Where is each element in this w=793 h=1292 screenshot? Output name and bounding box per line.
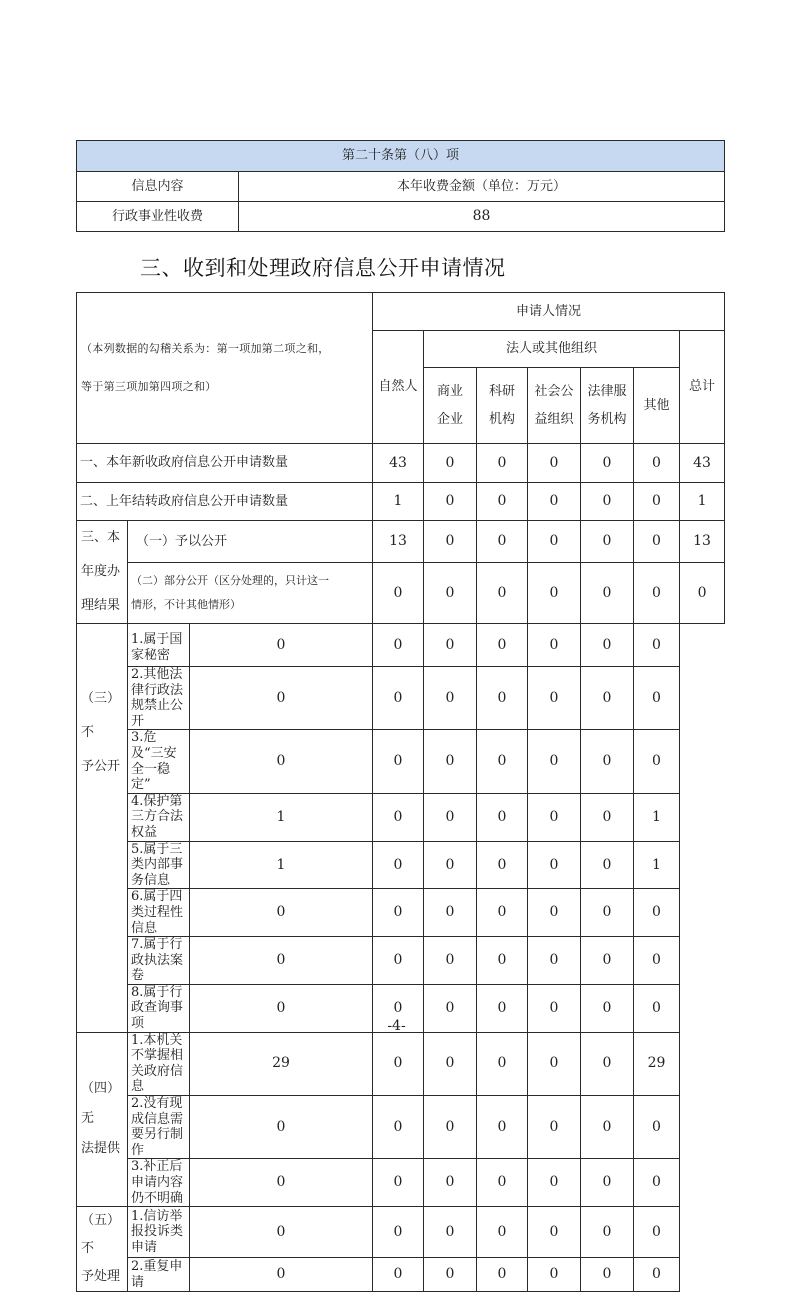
cell: 0: [581, 984, 634, 1032]
cell: 0: [424, 1257, 477, 1291]
cell: 0: [190, 1257, 373, 1291]
cell: 0: [477, 841, 528, 889]
col-other: 其他: [634, 368, 680, 444]
cell: 0: [528, 1207, 581, 1258]
cell: 0: [581, 483, 634, 521]
cell: 0: [634, 730, 680, 793]
cell: 0: [190, 624, 373, 667]
table-row: [77, 521, 725, 563]
cell: 13: [373, 521, 424, 563]
cell: 0: [424, 1032, 477, 1095]
row-label: 2.没有现成信息需要另行制作: [128, 1096, 190, 1159]
cell: 0: [477, 444, 528, 483]
row-label: 3.补正后申请内容仍不明确: [128, 1159, 190, 1207]
note-line-2: 等于第三项加第四项之和）: [81, 380, 217, 393]
cell: 0: [581, 1032, 634, 1095]
cell: 0: [581, 1207, 634, 1258]
cell: 0: [424, 1159, 477, 1207]
cell: 0: [634, 521, 680, 563]
noprocess-group-label: [77, 1207, 128, 1292]
cell: 0: [373, 793, 424, 841]
cell: 0: [528, 984, 581, 1032]
row-label: 二、上年结转政府信息公开申请数量: [77, 483, 373, 521]
col-business-l1: 商业: [437, 383, 464, 399]
cell: 0: [477, 624, 528, 667]
cell: 0: [477, 730, 528, 793]
cell: 0: [581, 521, 634, 563]
table-row: [77, 483, 725, 521]
cell: 0: [424, 937, 477, 985]
row-label: [128, 562, 373, 623]
cell: 0: [373, 1159, 424, 1207]
cell: 0: [634, 1096, 680, 1159]
section3-l3: 理结果: [81, 598, 121, 613]
cell: 0: [581, 841, 634, 889]
table-row: [77, 667, 725, 730]
cell: 0: [581, 730, 634, 793]
cell: 0: [634, 1159, 680, 1207]
cell: 0: [477, 1257, 528, 1291]
col-research: [477, 368, 528, 444]
cell: 0: [528, 889, 581, 937]
cell: 0: [528, 1096, 581, 1159]
table-row: [77, 562, 725, 623]
partial-l2: 情形，不计其他情形）: [131, 597, 241, 611]
cell: 0: [581, 937, 634, 985]
cell: 0: [477, 1096, 528, 1159]
col-legal-l2: 务机构: [587, 411, 627, 427]
fee-col-info: 信息内容: [77, 172, 239, 202]
partial-l1: （二）部分公开（区分处理的，只计这一: [131, 573, 329, 587]
cell: 0: [373, 1257, 424, 1291]
row-label: 1.本机关不掌握相关政府信息: [128, 1032, 190, 1095]
cell: 1: [634, 841, 680, 889]
cell: 0: [581, 889, 634, 937]
cell: 0: [373, 984, 424, 1032]
row-label: 2.重复申请: [128, 1257, 190, 1291]
row-label: 5.属于三类内部事务信息: [128, 841, 190, 889]
table-row: [77, 1257, 725, 1291]
cell: 0: [528, 667, 581, 730]
cell: 0: [424, 521, 477, 563]
col-legal-l1: 法律服: [587, 383, 627, 399]
row-label: 2.其他法律行政法规禁止公开: [128, 667, 190, 730]
cell: 13: [680, 521, 725, 563]
cell: 43: [680, 444, 725, 483]
cell: 0: [528, 562, 581, 623]
table-row: [77, 1032, 725, 1095]
table-row: [77, 1096, 725, 1159]
table-row: [77, 889, 725, 937]
deny-group-line: （三）不: [81, 691, 121, 740]
cell: 0: [477, 1159, 528, 1207]
cell: 0: [477, 793, 528, 841]
page-number: -4-: [387, 1018, 406, 1034]
row-label: 1.信访举报投诉类申请: [128, 1207, 190, 1258]
cell: 0: [424, 730, 477, 793]
col-total: 总计: [680, 331, 725, 444]
row-label: 8.属于行政查询事项: [128, 984, 190, 1032]
cell: 0: [634, 444, 680, 483]
row-label: （一）予以公开: [128, 521, 373, 563]
cell: 0: [634, 984, 680, 1032]
col-social: [528, 368, 581, 444]
cell: 0: [477, 889, 528, 937]
cell: 0: [528, 444, 581, 483]
table-row: [77, 793, 725, 841]
cell: 0: [528, 793, 581, 841]
cell: 29: [634, 1032, 680, 1095]
cell: 0: [477, 521, 528, 563]
col-business: [424, 368, 477, 444]
cell: 1: [373, 483, 424, 521]
section-title: 三、收到和处理政府信息公开申请情况: [140, 256, 506, 280]
table-row: [77, 841, 725, 889]
cell: 0: [190, 984, 373, 1032]
cell: 0: [424, 793, 477, 841]
cell: 0: [477, 937, 528, 985]
cell: 0: [528, 521, 581, 563]
cell: 0: [634, 483, 680, 521]
cell: 29: [190, 1032, 373, 1095]
unable-group-label: [77, 1032, 128, 1207]
noprocess-group-line: （五）不: [81, 1213, 121, 1257]
cell: 0: [190, 1159, 373, 1207]
cell: 0: [528, 624, 581, 667]
cell: 0: [373, 730, 424, 793]
cell: 0: [373, 1207, 424, 1258]
cell: 0: [634, 937, 680, 985]
table-row: [77, 730, 725, 793]
row-label: 一、本年新收政府信息公开申请数量: [77, 444, 373, 483]
cell: 0: [528, 841, 581, 889]
cell: 43: [373, 444, 424, 483]
cell: 0: [680, 562, 725, 623]
cell: 1: [680, 483, 725, 521]
cell: 0: [634, 1207, 680, 1258]
cell: 0: [581, 667, 634, 730]
cell: 0: [581, 562, 634, 623]
applications-table: [76, 292, 725, 1292]
cell: 0: [190, 1096, 373, 1159]
cell: 0: [424, 444, 477, 483]
cell: 0: [634, 1257, 680, 1291]
col-research-l2: 机构: [489, 411, 516, 427]
cell: 0: [528, 1257, 581, 1291]
cell: 0: [424, 841, 477, 889]
cell: 0: [424, 667, 477, 730]
unable-group-line: （四）无: [81, 1081, 121, 1127]
cell: 0: [373, 624, 424, 667]
table-row: [77, 624, 725, 667]
cell: 0: [581, 793, 634, 841]
cell: 0: [634, 667, 680, 730]
cell: 0: [581, 1257, 634, 1291]
table-row: [77, 1159, 725, 1207]
cell: 0: [373, 562, 424, 623]
cell: 0: [190, 667, 373, 730]
cell: 0: [581, 1159, 634, 1207]
col-social-l2: 益组织: [534, 411, 574, 427]
row-label: 7.属于行政执法案卷: [128, 937, 190, 985]
cell: 0: [528, 937, 581, 985]
note-cell: [77, 293, 373, 444]
deny-group-line: 予公开: [81, 759, 121, 774]
cell: 0: [477, 483, 528, 521]
col-business-l2: 企业: [437, 411, 464, 427]
cell: 0: [424, 984, 477, 1032]
cell: 0: [424, 483, 477, 521]
cell: 0: [581, 1096, 634, 1159]
cell: 0: [190, 730, 373, 793]
cell: 0: [477, 1207, 528, 1258]
cell: 0: [477, 562, 528, 623]
cell: 0: [424, 1207, 477, 1258]
cell: 0: [581, 444, 634, 483]
cell: 1: [190, 793, 373, 841]
deny-group-label: [77, 624, 128, 1033]
cell: 0: [477, 667, 528, 730]
cell: 0: [634, 562, 680, 623]
col-legal: [581, 368, 634, 444]
cell: 0: [528, 483, 581, 521]
cell: 0: [424, 1096, 477, 1159]
table-row: [77, 937, 725, 985]
table-row: [77, 444, 725, 483]
fee-col-amount: 本年收费金额（单位：万元）: [239, 172, 725, 202]
cell: 0: [190, 889, 373, 937]
fee-table: [76, 140, 725, 232]
col-natural: 自然人: [373, 331, 424, 444]
cell: 0: [424, 562, 477, 623]
cell: 0: [634, 624, 680, 667]
cell: 0: [373, 667, 424, 730]
row-label: 3.危及“三安全一稳定”: [128, 730, 190, 793]
cell: 0: [373, 889, 424, 937]
cell: 0: [528, 1032, 581, 1095]
applicant-header: 申请人情况: [373, 293, 725, 331]
section3-l2: 年度办: [81, 564, 121, 579]
cell: 0: [190, 937, 373, 985]
table-row: [77, 1207, 725, 1258]
cell: 0: [190, 1207, 373, 1258]
cell: 0: [528, 730, 581, 793]
cell: 0: [424, 624, 477, 667]
fee-row-value: 88: [239, 202, 725, 232]
cell: 0: [581, 624, 634, 667]
cell: 0: [477, 984, 528, 1032]
section3-l1: 三、本: [81, 530, 121, 545]
col-research-l1: 科研: [489, 383, 516, 399]
section3-label: [77, 521, 128, 624]
cell: 0: [373, 1032, 424, 1095]
cell: 0: [373, 841, 424, 889]
cell: 1: [634, 793, 680, 841]
cell: 0: [424, 889, 477, 937]
fee-table-header: 第二十条第（八）项: [77, 141, 725, 172]
fee-row-label: 行政事业性收费: [77, 202, 239, 232]
row-label: 4.保护第三方合法权益: [128, 793, 190, 841]
note-line-1: （本列数据的勾稽关系为：第一项加第二项之和，: [81, 342, 330, 355]
row-label: 1.属于国家秘密: [128, 624, 190, 667]
col-social-l1: 社会公: [534, 383, 574, 399]
cell: 0: [373, 1096, 424, 1159]
noprocess-group-line: 予处理: [81, 1269, 121, 1285]
cell: 0: [528, 1159, 581, 1207]
legal-header: 法人或其他组织: [424, 331, 680, 368]
cell: 0: [634, 889, 680, 937]
cell: 0: [373, 937, 424, 985]
unable-group-line: 法提供: [81, 1141, 121, 1157]
cell: 1: [190, 841, 373, 889]
row-label: 6.属于四类过程性信息: [128, 889, 190, 937]
cell: 0: [477, 1032, 528, 1095]
